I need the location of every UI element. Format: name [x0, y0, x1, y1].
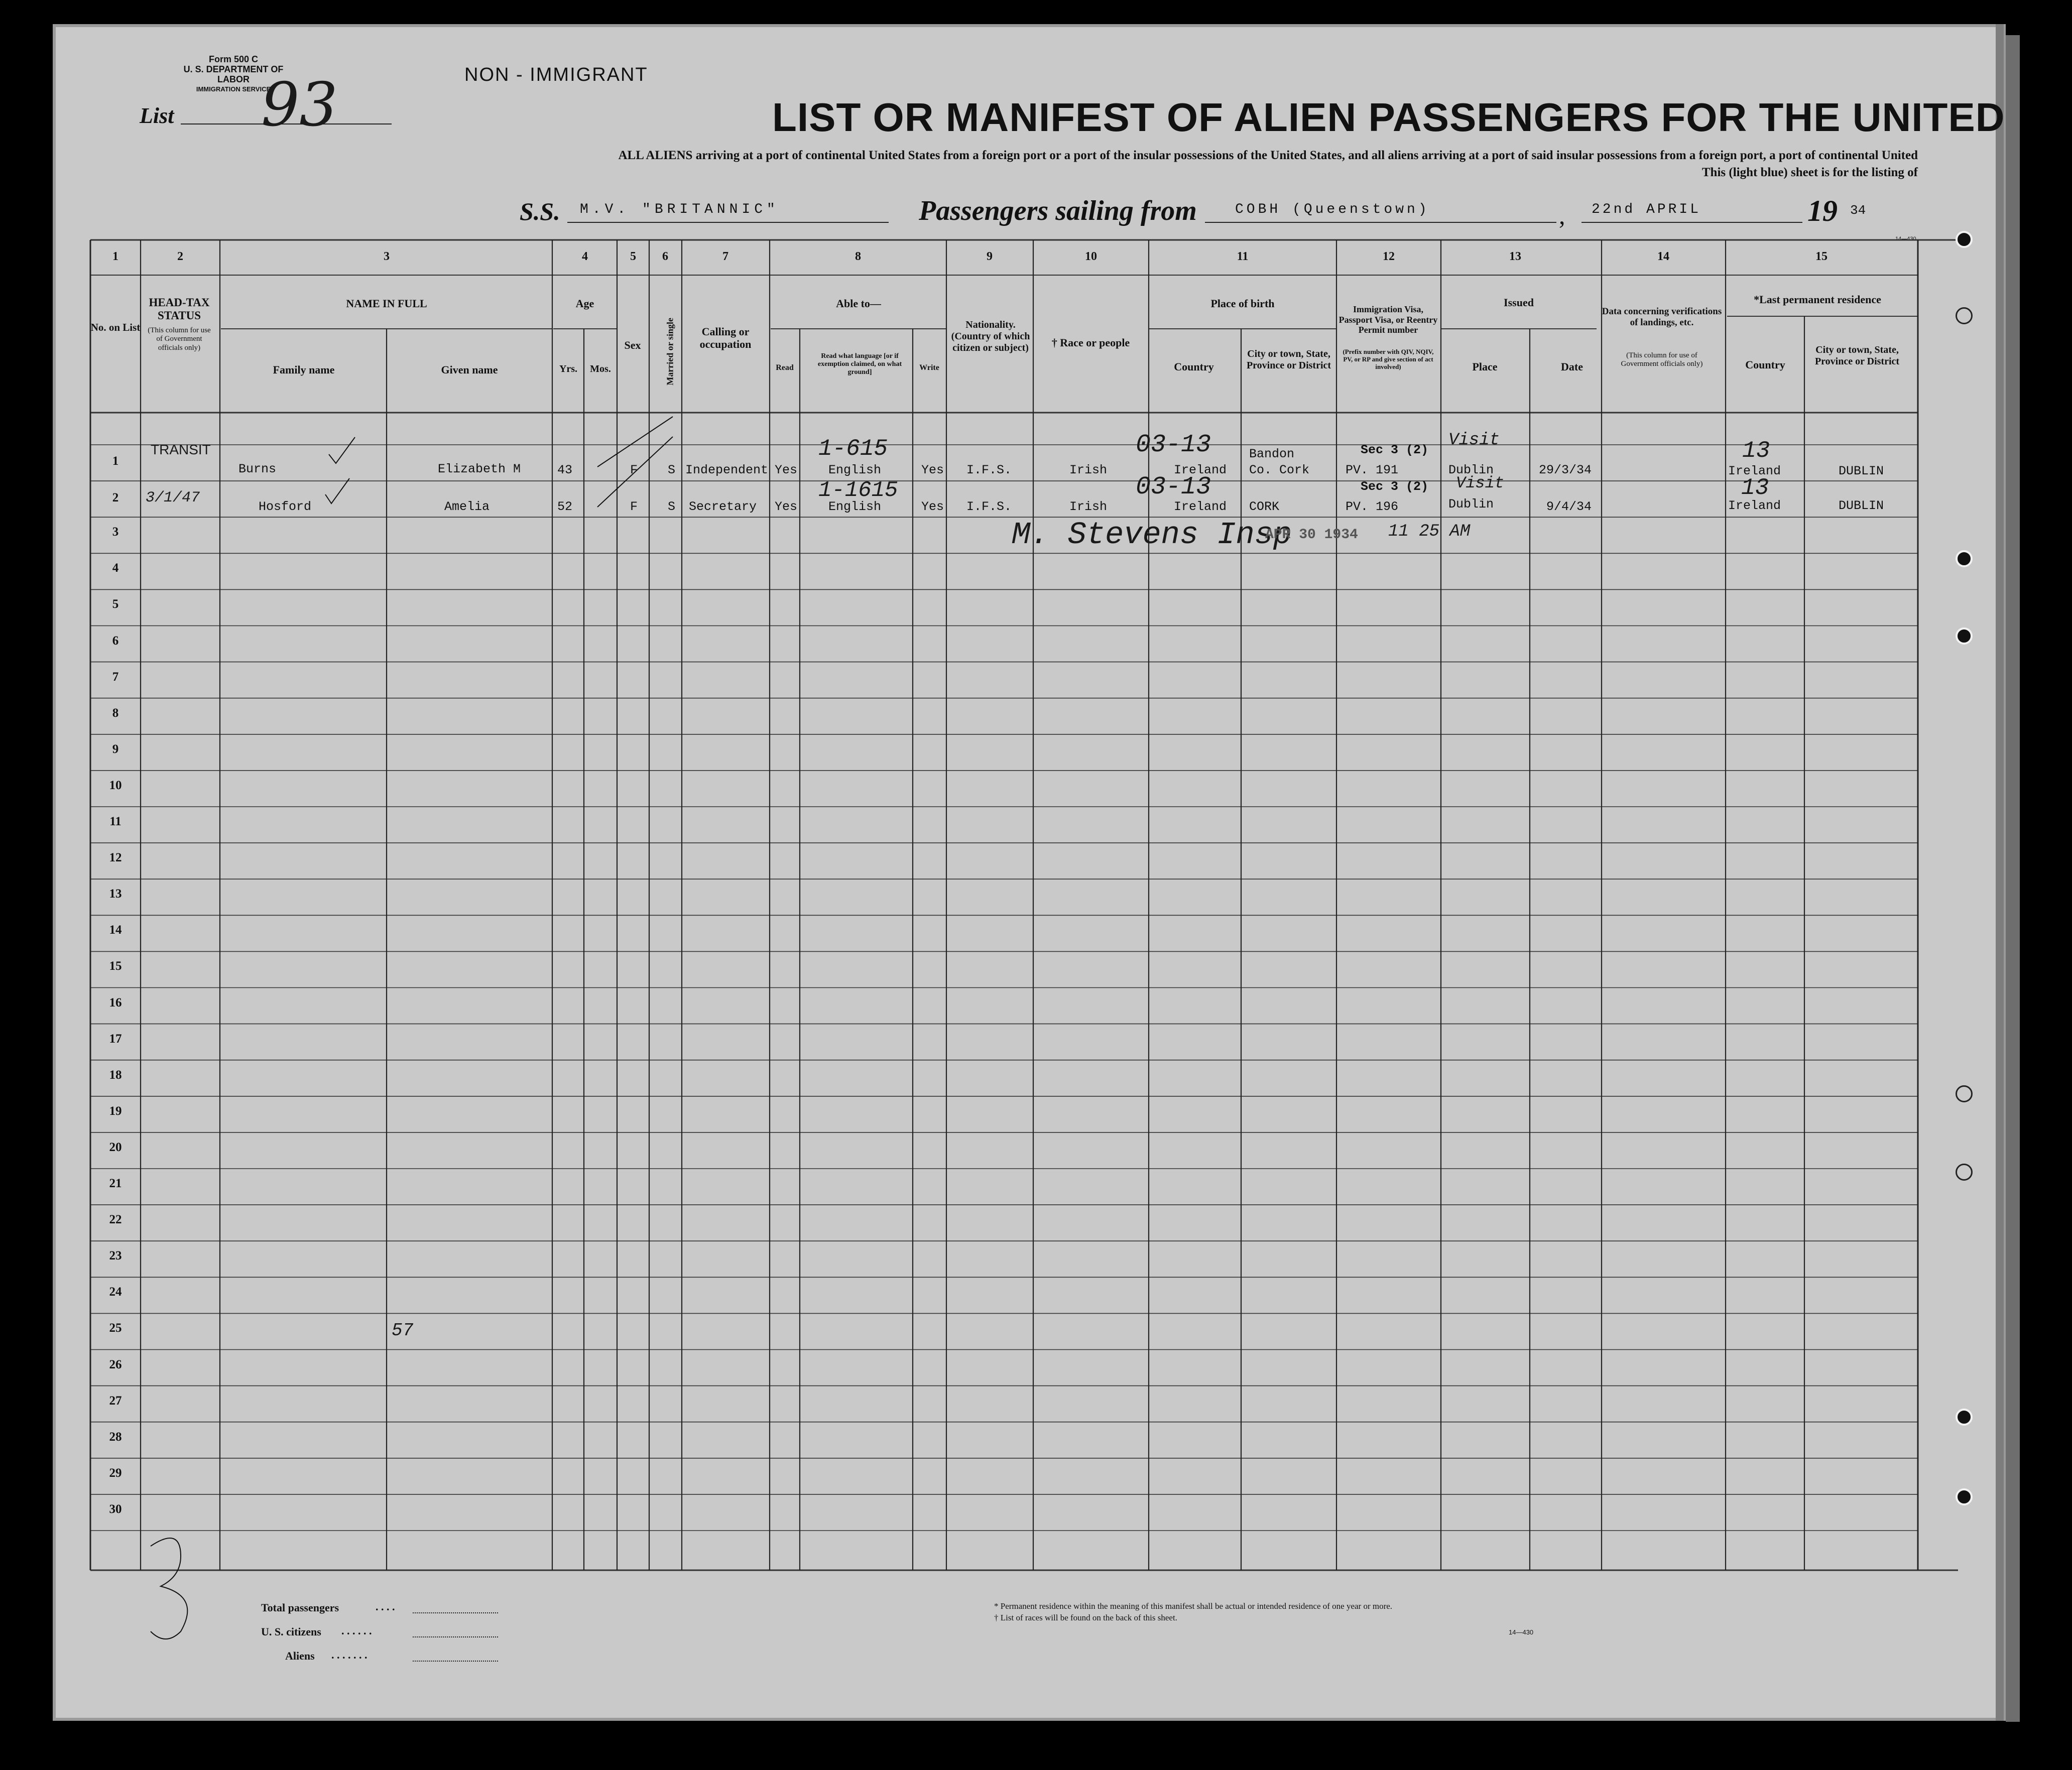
residence-code: 13 [1742, 438, 1770, 464]
checkmark-burns [329, 437, 355, 463]
checkmark-hosford [325, 478, 349, 503]
can-write: Yes [921, 499, 944, 514]
binder-hole [1956, 1409, 1973, 1426]
header-mos: Mos. [590, 363, 611, 374]
nationality: I.F.S. [966, 499, 1012, 514]
row-number: 22 [109, 1213, 122, 1227]
row-number: 29 [109, 1466, 122, 1480]
separator-comma: , [1559, 201, 1565, 229]
race-code: 03-13 [1136, 473, 1211, 501]
visa-section: Sec 3 (2) [1361, 443, 1429, 457]
header-res-city: City or town, State, Province or District [1814, 344, 1900, 367]
header-head-tax-note: (This column for use of Government officials only) [148, 326, 211, 352]
column-number: 13 [1509, 250, 1521, 263]
row-number: 6 [112, 634, 119, 648]
row-number: 1 [112, 454, 119, 468]
row-number: 9 [112, 742, 119, 756]
column-number: 10 [1085, 250, 1097, 263]
row-number: 8 [112, 706, 119, 720]
issued-date: 9/4/34 [1546, 499, 1592, 514]
column-lines [90, 240, 1918, 1570]
row-number: 16 [109, 995, 122, 1009]
header-yrs: Yrs. [559, 363, 578, 374]
visa-number: PV. 191 [1346, 463, 1399, 477]
footnote-races: † List of races will be found on the back of this sheet. [994, 1613, 1177, 1622]
race: Irish [1069, 463, 1108, 477]
header-birth-country: Country [1174, 360, 1214, 373]
row-number: 19 [109, 1104, 122, 1118]
row-number: 26 [109, 1357, 122, 1371]
page-title: LIST OR MANIFEST OF ALIEN PASSENGERS FOR THE UNITED [772, 95, 2005, 140]
row-number: 11 [109, 815, 121, 828]
row-number: 12 [109, 851, 122, 865]
departure-port: COBH (Queenstown) [1235, 202, 1430, 217]
family-name: Hosford [259, 499, 312, 514]
list-number: 93 [261, 70, 338, 140]
row-number: 13 [109, 887, 122, 901]
header-calling: Calling or occupation [699, 325, 752, 351]
row-number: 23 [109, 1249, 122, 1263]
issued-place: Dublin [1448, 463, 1494, 477]
family-name: Burns [238, 462, 277, 476]
column-number: 15 [1815, 250, 1827, 263]
visa-section: Sec 3 (2) [1361, 479, 1429, 494]
dots: . . . . . . [341, 1624, 372, 1637]
issued-date: 29/3/34 [1539, 463, 1592, 477]
column-number: 11 [1237, 250, 1249, 263]
pen-marks [151, 417, 676, 1639]
row-number: 18 [109, 1068, 122, 1082]
subtitle-line-2: This (light blue) sheet is for the listing of [1701, 166, 1918, 179]
sex: F [630, 463, 638, 477]
service-name: IMMIGRATION SERVICE [196, 85, 271, 93]
header-able-to: Able to— [836, 297, 881, 310]
row-number: 21 [109, 1177, 122, 1190]
header-sex: Sex [624, 339, 641, 351]
occupation: Secretary [689, 499, 757, 514]
inspector-signature: M. Stevens Insp [1012, 517, 1292, 553]
row-number: 2 [112, 491, 119, 504]
occupation: Independent [685, 463, 769, 477]
sailing-from-label: Passengers sailing from [919, 195, 1197, 226]
row-number: 4 [112, 561, 119, 575]
binder-hole [1956, 231, 1973, 248]
header-visa: Immigration Visa, Passport Visa, or Reentry Permit number [1338, 304, 1438, 335]
binder-hole [1956, 550, 1973, 567]
ship-name: M.V. "BRITANNIC" [580, 202, 779, 217]
can-read: Yes [774, 463, 797, 477]
column-number: 7 [722, 250, 728, 263]
row-number: 10 [109, 778, 122, 792]
column-number: 2 [177, 250, 183, 263]
footnote-residence: * Permanent residence within the meaning of this manifest shall be actual or intended residence of one year or more. [994, 1601, 1393, 1611]
row-number: 30 [109, 1502, 122, 1516]
total-passengers-label: Total passengers [261, 1601, 339, 1614]
language: English [828, 463, 882, 477]
birth-country: Ireland [1174, 499, 1227, 514]
sex: F [630, 499, 638, 514]
header-issued-date: Date [1561, 360, 1583, 373]
language-code: 1-1615 [818, 478, 898, 503]
ss-label: S.S. [520, 197, 560, 225]
header-last-residence: *Last permanent residence [1754, 293, 1881, 306]
binder-hole [1956, 307, 1973, 324]
visa-note: Visit [1456, 474, 1505, 492]
visa-number: PV. 196 [1346, 499, 1399, 514]
header-family-name: Family name [273, 363, 335, 376]
top-form-code: 14—430 [1895, 236, 1916, 242]
row-number: 25 [109, 1321, 122, 1335]
residence-city: DUBLIN [1839, 498, 1884, 513]
race: Irish [1069, 499, 1108, 514]
residence-country: Ireland [1728, 498, 1781, 513]
birth-country: Ireland [1174, 463, 1227, 477]
column-number: 9 [987, 250, 993, 263]
marital-status: S [668, 463, 676, 477]
birth-district: Co. Cork [1249, 463, 1310, 477]
sailing-date: 22nd APRIL [1592, 202, 1701, 217]
column-number: 4 [582, 250, 588, 263]
us-citizens-label: U. S. citizens [261, 1625, 321, 1638]
language-code: 1-615 [818, 436, 888, 462]
row-number: 14 [109, 923, 122, 937]
row-lines [90, 240, 1958, 1570]
header-married-or-single: Married or single [665, 318, 675, 386]
binder-hole [1956, 1164, 1973, 1181]
dots: . . . . . . . [331, 1649, 368, 1661]
header-no-on-list: No. on List [90, 321, 141, 333]
form-number: Form 500 C [208, 54, 259, 64]
age-years: 43 [557, 463, 573, 477]
column-number: 6 [662, 250, 668, 263]
row-number: 15 [109, 959, 122, 973]
header-verifications-note: (This column for use of Government officials only) [1621, 351, 1703, 368]
row-number: 5 [112, 597, 119, 611]
header-age: Age [575, 297, 594, 310]
column-number: 5 [630, 250, 636, 263]
header-visa-note: (Prefix number with QIV, NQIV, PV, or RP and give section of act involved) [1343, 348, 1434, 370]
header-race: † Race or people [1051, 336, 1130, 349]
residence-code: 13 [1741, 475, 1769, 501]
arrival-time-stamp: 11 25 AM [1388, 522, 1471, 541]
header-issued: Issued [1504, 296, 1534, 309]
passenger-count-mark [161, 1531, 164, 1537]
can-write: Yes [921, 463, 944, 477]
header-write: Write [919, 363, 939, 372]
column-number: 1 [112, 250, 118, 263]
header-given-name: Given name [441, 363, 498, 376]
column-number: 3 [384, 250, 390, 263]
row-number: 3 [112, 525, 119, 539]
nationality: I.F.S. [966, 463, 1012, 477]
non-immigrant-stamp: NON - IMMIGRANT [464, 64, 648, 85]
language: English [828, 499, 882, 514]
footnote-form-code: 14—430 [1509, 1628, 1534, 1636]
residence-country: Ireland [1728, 464, 1781, 478]
marital-status: S [668, 499, 676, 514]
header-nationality: Nationality. (Country of which citizen or subject) [951, 319, 1030, 353]
row-number: 28 [109, 1430, 122, 1444]
can-read: Yes [774, 499, 797, 514]
handwritten-3 [151, 1538, 187, 1639]
birth-city: Bandon [1249, 447, 1295, 461]
us-citizens-line [413, 1636, 498, 1637]
binder-hole [1956, 1085, 1973, 1102]
list-label: List [140, 103, 174, 128]
residence-city: DUBLIN [1839, 464, 1884, 478]
aliens-label: Aliens [285, 1650, 315, 1662]
visa-note: Visit [1448, 431, 1500, 450]
row-number: 24 [109, 1285, 122, 1299]
issued-place: Dublin [1448, 497, 1494, 512]
race-code: 03-13 [1136, 431, 1211, 459]
head-tax-date: 3/1/47 [146, 489, 200, 507]
row-number: 17 [109, 1032, 122, 1046]
column-number: 8 [855, 250, 861, 263]
header-issued-place: Place [1472, 360, 1498, 373]
binder-hole [1956, 1488, 1973, 1505]
column-number: 12 [1383, 250, 1395, 263]
header-read-what-language: Read what language [or if exemption claimed, on what ground] [817, 352, 902, 376]
birth-city: CORK [1249, 499, 1280, 514]
row-number: 7 [112, 670, 119, 684]
given-name: Amelia [444, 499, 490, 514]
row-number: 20 [109, 1140, 122, 1154]
row-25-mark: 57 [392, 1320, 414, 1341]
header-birth-city: City or town, State, Province or District [1246, 348, 1331, 371]
year-prefix: 19 [1807, 194, 1838, 227]
year-suffix: 34 [1850, 203, 1866, 218]
column-number: 14 [1657, 250, 1669, 263]
header-name-in-full: NAME IN FULL [346, 297, 427, 310]
total-passengers-line [413, 1612, 498, 1613]
subtitle-line-1: ALL ALIENS arriving at a port of continental United States from a foreign port or a port of the insular possessions of the United States, and all aliens arriving at a port of said insular possessions from a foreign port, a port of continental United [618, 149, 1918, 162]
binder-hole [1956, 627, 1973, 645]
head-tax-stamp: TRANSIT [151, 442, 211, 457]
row-number: 27 [109, 1394, 122, 1408]
given-name: Elizabeth M [438, 462, 521, 476]
header-place-of-birth: Place of birth [1210, 297, 1275, 310]
aliens-line [413, 1661, 498, 1662]
header-head-tax: HEAD-TAX STATUS [149, 296, 210, 322]
age-column-slash-1 [597, 417, 673, 467]
header-verifications: Data concerning verifications of landings, etc. [1602, 306, 1722, 328]
header-read: Read [776, 363, 794, 372]
age-years: 52 [557, 499, 573, 514]
dots: . . . . [376, 1600, 395, 1613]
header-res-country: Country [1745, 358, 1785, 371]
department-name: U. S. DEPARTMENT OF LABOR [183, 64, 284, 84]
arrival-date-stamp: APR 30 1934 [1265, 527, 1358, 543]
